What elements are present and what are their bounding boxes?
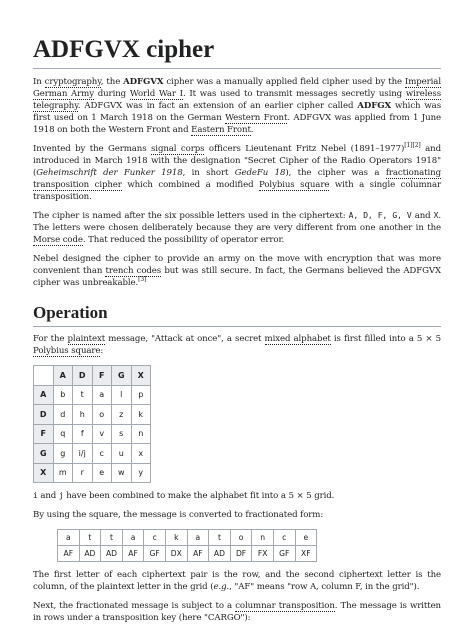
ciphertext-cell: AF — [58, 546, 80, 562]
text: Nebel designed the cipher to provide an army on the move with encryption that was more convenient than — [33, 254, 441, 276]
table-cell: p — [131, 385, 151, 405]
fractionation-paragraph: By using the square, the message is converted to fractionated form: — [33, 510, 324, 520]
table-cell: c — [92, 444, 112, 464]
text: For the — [33, 334, 68, 344]
ciphertext-cell: GF — [273, 546, 295, 562]
link-polybius-square-2[interactable]: Polybius square — [33, 346, 101, 356]
letter-j: j — [58, 491, 64, 500]
text: which combined a modified — [121, 180, 260, 190]
text: and — [37, 491, 59, 501]
row-column-paragraph — [33, 569, 441, 593]
plaintext-cell: c — [273, 530, 295, 546]
table-cell: z — [112, 405, 132, 425]
text: and introduced in March 1918 with the designation "Secret Cipher of the Radio Operators 1918" ( — [33, 144, 441, 178]
row-header: X — [34, 463, 54, 483]
table-cell: s — [112, 424, 132, 444]
bold-adfgx: ADFGX — [357, 101, 392, 111]
text: : — [100, 346, 104, 356]
ciphertext-row — [58, 546, 317, 562]
page-title: ADFGVX cipher — [33, 0, 441, 69]
text: , in short — [182, 168, 235, 178]
table-cell: f — [73, 424, 93, 444]
ciphertext-cell: AD — [79, 546, 101, 562]
invented-paragraph — [33, 143, 441, 203]
plaintext-row — [58, 530, 317, 546]
article — [33, 0, 441, 624]
link-imperial-german-army[interactable]: Imperial German Army — [33, 77, 441, 99]
cipher-letter-x: X — [433, 211, 439, 220]
link-western-front[interactable]: Western Front — [225, 113, 288, 123]
column-header: D — [73, 366, 93, 386]
link-mixed-alphabet[interactable]: mixed alphabet — [264, 334, 331, 344]
table-cell: u — [112, 444, 132, 464]
plaintext-cell: t — [209, 530, 231, 546]
plaintext-cell: c — [144, 530, 166, 546]
italic-geheimschrift: Geheimschrift der Funker 1918 — [36, 168, 183, 178]
table-cell: e — [92, 463, 112, 483]
text: with a single columnar transposition. — [33, 180, 442, 202]
row-header: G — [34, 444, 54, 464]
cipher-letters: A, D, F, G, V — [348, 211, 412, 220]
text: In — [33, 77, 45, 87]
link-world-war-i[interactable]: World War I — [129, 89, 183, 99]
table-cell: v — [92, 424, 112, 444]
table-cell: x — [131, 444, 151, 464]
table-cell: w — [112, 463, 132, 483]
named-paragraph — [33, 210, 441, 246]
text: . The message is written in rows under a transposition key (here "CARGO"): — [33, 601, 441, 623]
link-eastern-front[interactable]: Eastern Front — [191, 125, 251, 135]
reference-link-3[interactable]: [3] — [138, 276, 147, 284]
text: during — [93, 89, 130, 99]
text: . — [250, 125, 254, 135]
ciphertext-cell: DF — [230, 546, 252, 562]
ciphertext-cell: GF — [144, 546, 166, 562]
text: . ADFGVX was in fact an extension of an earlier cipher called — [77, 101, 358, 111]
plaintext-cell: o — [230, 530, 252, 546]
table-cell: q — [53, 424, 73, 444]
plaintext-cell: a — [187, 530, 209, 546]
italic-gedefu: GedeFu 18 — [234, 168, 286, 178]
plaintext-cell: t — [79, 530, 101, 546]
link-columnar-transposition[interactable]: columnar transposition — [235, 601, 335, 611]
reference-link-1-2[interactable]: [1][2] — [404, 142, 421, 150]
ciphertext-cell: AF — [122, 546, 144, 562]
text: and — [411, 211, 434, 221]
text: The first letter of each ciphertext pair is the row, and the second ciphertext letter is the column, of the plaintext letter in the grid ( — [33, 570, 441, 592]
text: . That reduced the possibility of operator error. — [82, 235, 285, 245]
text: . ADFGVX was applied from 1 June 1918 on both the Western Front and — [33, 113, 441, 135]
plaintext-cell: a — [122, 530, 144, 546]
letter-i: i — [33, 491, 38, 500]
ciphertext-cell: AD — [101, 546, 123, 562]
merge-ij-paragraph — [33, 490, 441, 502]
fractionated-table — [57, 529, 317, 562]
section-heading-operation: Operation — [33, 303, 441, 327]
link-cryptography[interactable]: cryptography — [44, 77, 101, 87]
table-row — [34, 444, 151, 464]
plaintext-cell: n — [252, 530, 274, 546]
text: is first filled into a 5 × 5 — [330, 334, 441, 344]
table-cell: r — [73, 463, 93, 483]
link-trench-codes[interactable]: trench codes — [105, 266, 162, 276]
column-header: A — [53, 366, 73, 386]
link-fractionating-transposition-cipher[interactable]: fractionating transposition cipher — [33, 168, 442, 190]
text: officers Lieutenant Fritz Nebel (1891–1977) — [204, 144, 405, 154]
ciphertext-cell: DX — [165, 546, 187, 562]
link-polybius-square[interactable]: Polybius square — [259, 180, 330, 190]
operation-intro-paragraph — [33, 333, 441, 357]
text: cipher was a manually applied field cipher used by the — [163, 77, 405, 87]
row-header: D — [34, 405, 54, 425]
table-cell: m — [53, 463, 73, 483]
row-header: A — [34, 385, 54, 405]
table-row — [34, 424, 151, 444]
table-cell: d — [53, 405, 73, 425]
table-cell: b — [53, 385, 73, 405]
text: ), the cipher was a — [285, 168, 386, 178]
table-row — [34, 405, 151, 425]
table-cell: h — [73, 405, 93, 425]
plaintext-cell: t — [101, 530, 123, 546]
text: . It was used to transmit messages secretly using — [182, 89, 406, 99]
table-corner — [34, 366, 54, 386]
text: which was first used on 1 March 1918 on the German — [33, 101, 441, 123]
plaintext-cell: e — [295, 530, 317, 546]
text: message, "Attack at once", a secret — [105, 334, 265, 344]
ciphertext-cell: XF — [295, 546, 317, 562]
plaintext-cell: a — [58, 530, 80, 546]
text: . The letters were chosen deliberately because they are very different from one another in the — [33, 211, 441, 233]
table-header-row — [34, 366, 151, 386]
ciphertext-cell: FX — [252, 546, 274, 562]
table-cell: g — [53, 444, 73, 464]
table-cell: n — [131, 424, 151, 444]
ciphertext-cell: AF — [187, 546, 209, 562]
text: Next, the fractionated message is subject to a — [33, 601, 236, 611]
text: but was still secure. In fact, the Germans believed the ADFGVX cipher was unbreakable. — [33, 266, 441, 288]
table-cell: y — [131, 463, 151, 483]
link-signal-corps[interactable]: signal corps — [150, 144, 205, 154]
row-header: F — [34, 424, 54, 444]
text: The cipher is named after the six possible letters used in the ciphertext: — [33, 211, 349, 221]
table-cell: t — [73, 385, 93, 405]
link-wireless-telegraphy[interactable]: wireless telegraphy — [33, 89, 442, 111]
transposition-paragraph — [33, 600, 441, 624]
intro-paragraph — [33, 76, 441, 136]
italic-eg: e.g. — [213, 582, 230, 592]
table-cell: a — [92, 385, 112, 405]
text: Invented by the Germans — [33, 144, 151, 154]
table-row — [34, 385, 151, 405]
ciphertext-cell: AD — [209, 546, 231, 562]
column-header: X — [131, 366, 151, 386]
table-cell: l — [112, 385, 132, 405]
text: , the — [100, 77, 124, 87]
table-cell: k — [131, 405, 151, 425]
link-plaintext[interactable]: plaintext — [67, 334, 106, 344]
plaintext-cell: k — [165, 530, 187, 546]
polybius-square-table — [33, 365, 151, 483]
column-header: F — [92, 366, 112, 386]
table-cell: i/j — [73, 444, 93, 464]
text: , "AF" means "row A, column F, in the grid"). — [229, 582, 420, 592]
link-morse-code[interactable]: Morse code — [33, 235, 83, 245]
nebel-paragraph — [33, 253, 441, 289]
bold-adfgvx: ADFGVX — [123, 77, 164, 87]
table-cell: o — [92, 405, 112, 425]
text: have been combined to make the alphabet fit into a 5 × 5 grid. — [63, 491, 335, 501]
table-row — [34, 463, 151, 483]
column-header: G — [112, 366, 132, 386]
